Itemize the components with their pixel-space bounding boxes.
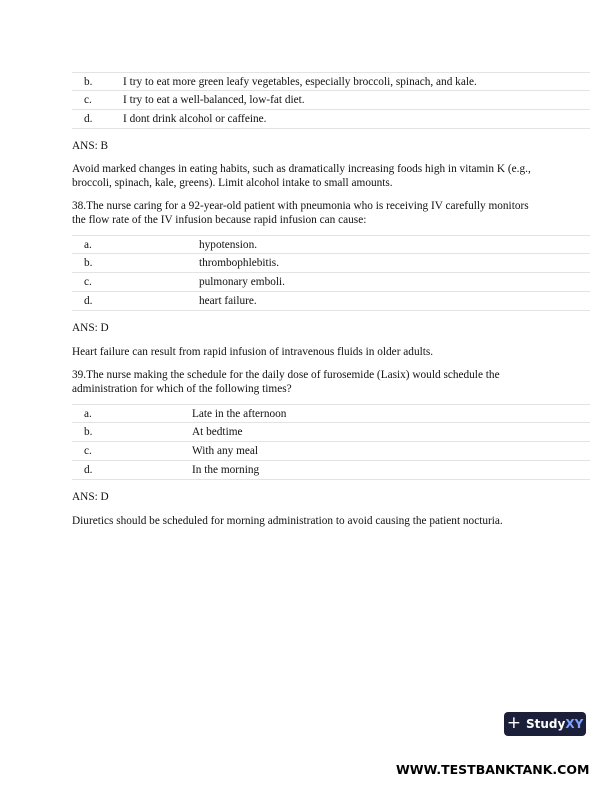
option-letter: b. [84, 426, 93, 438]
option-text: Late in the afternoon [192, 408, 287, 420]
footer-url: WWW.TESTBANKTANK.COM [396, 762, 590, 777]
option-letter: b. [84, 257, 93, 269]
q37-options-table [72, 72, 590, 129]
q39-options-table [72, 404, 590, 480]
option-text: In the morning [192, 464, 260, 476]
q39-stem: 39.The nurse making the schedule for the daily dose of furosemide (Lasix) would schedule the administration for which of the following times? [72, 369, 500, 396]
badge-label [526, 717, 583, 732]
option-letter: a. [84, 239, 92, 251]
option-letter: d. [84, 113, 93, 125]
option-letter: d. [84, 464, 93, 476]
q38-option-d [72, 292, 590, 311]
q37-option-b [72, 72, 590, 91]
option-letter: a. [84, 408, 92, 420]
option-letter: b. [84, 76, 93, 88]
q38-option-b [72, 254, 590, 273]
q39-answer: ANS: D [72, 491, 109, 503]
option-text: hypotension. [199, 239, 258, 251]
q38-options-table [72, 235, 590, 311]
q38-option-c [72, 273, 590, 292]
option-letter: c. [84, 94, 92, 106]
option-letter: d. [84, 295, 93, 307]
option-text: pulmonary emboli. [199, 276, 285, 288]
q39-option-c [72, 442, 590, 461]
studyxy-badge[interactable] [504, 712, 586, 736]
option-text: With any meal [192, 445, 259, 457]
option-text: thrombophlebitis. [199, 257, 280, 269]
option-letter: c. [84, 276, 92, 288]
q39-rationale: Diuretics should be scheduled for morning administration to avoid causing the patient nocturia. [72, 515, 503, 527]
plus-icon: + [506, 712, 521, 733]
q38-option-a [72, 235, 590, 254]
option-text: At bedtime [192, 426, 243, 438]
badge-brand: Study [525, 716, 566, 731]
q38-answer: ANS: D [72, 322, 109, 334]
q37-option-c [72, 91, 590, 110]
option-letter: c. [84, 445, 92, 457]
q37-answer: ANS: B [72, 140, 109, 152]
q37-option-d [72, 110, 590, 129]
q38-rationale: Heart failure can result from rapid infusion of intravenous fluids in older adults. [72, 346, 434, 358]
q38-stem: 38.The nurse caring for a 92-year-old patient with pneumonia who is receiving IV carefully monitors the flow rate of the IV infusion because rapid infusion can cause: [72, 200, 529, 227]
option-text: heart failure. [199, 295, 257, 307]
q39-option-d [72, 461, 590, 480]
q39-option-b [72, 423, 590, 442]
option-text: I try to eat a well-balanced, low-fat diet. [123, 94, 305, 106]
q37-rationale: Avoid marked changes in eating habits, such as dramatically increasing foods high in vitamin K (e.g., broccoli, spinach, kale, greens). Limit alcohol intake to small amounts. [72, 163, 531, 190]
badge-brand-accent: XY [565, 716, 584, 731]
q39-option-a [72, 404, 590, 423]
option-text: I dont drink alcohol or caffeine. [123, 113, 267, 125]
option-text: I try to eat more green leafy vegetables, especially broccoli, spinach, and kale. [123, 76, 477, 88]
